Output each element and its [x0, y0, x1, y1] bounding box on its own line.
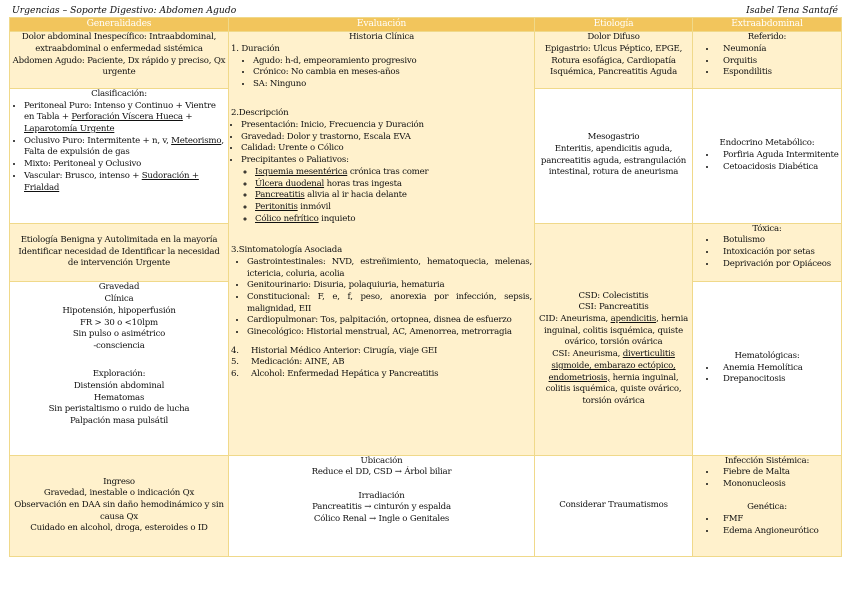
gen-clasif-title: Clasificación: — [91, 88, 147, 99]
extra-referido-cell — [693, 32, 842, 89]
gen-agudo: Abdomen Agudo: Paciente, Dx rápido y preciso, Qx urgente — [12, 55, 226, 78]
eval-descripcion-item: • Precipitantes o Paliativos: — [241, 155, 532, 167]
eval-sinto-item: • Ginecológico: Historial menstrual, AC, Amenorrea, metrorragia — [247, 327, 532, 339]
gen-clasif-item: • Peritoneal Puro: Intenso y Continuo + Vientre en Tabla + Perforación Víscera Hueca + Laparotomía Urgente — [24, 101, 226, 136]
eval-duracion-item: • Crónico: No cambia en meses-años — [253, 67, 532, 79]
eval-numbered-item: 4. Historial Médico Anterior: Cirugía, viaje GEI — [231, 345, 438, 356]
gen-ingreso-item: Gravedad, inestable o indicación Qx — [43, 488, 195, 499]
col-header-extraabdominal: Extraabdominal — [693, 18, 842, 32]
extra-toxica-item: • Intoxicación por setas — [717, 247, 839, 259]
gen-exploracion-item: Distensión abdominal — [73, 381, 165, 392]
eval-sinto-item: • Cardiopulmonar: Tos, palpitación, ortopnea, disnea de esfuerzo — [247, 315, 532, 327]
eval-sinto-item: • Genitourinario: Disuria, polaquiuria, hematuria — [247, 280, 532, 292]
extra-hemato-item: • Drepanocitosis — [717, 374, 839, 386]
eval-descripcion-item: • Presentación: Inicio, Frecuencia y Duración — [241, 120, 532, 132]
eval-sinto-title: 3.Sintomatología Asociada — [231, 245, 343, 256]
gen-exploracion-item: Palpación masa pulsátil — [69, 416, 169, 427]
eval-descripcion-title: 2.Descripción — [231, 108, 289, 119]
eval-sinto-item: • Gastrointestinales: NVD, estreñimiento, hematoquecia, melenas, ictericia, coluria, acolia — [247, 257, 532, 280]
gen-intro: Dolor abdominal Inespecífico: Intraabdominal, extraabdominal o enfermedad sistémica — [21, 32, 217, 54]
eval-duracion-title: 1. Duración — [231, 43, 280, 54]
eval-duracion-item: • Agudo: h-d, empeoramiento progresivo — [253, 56, 532, 68]
etio-trauma-cell — [535, 455, 693, 556]
extra-hemato-cell — [693, 282, 842, 455]
col-header-etiologia: Etiología — [535, 18, 693, 32]
extra-hemato-title: Hematológicas: — [734, 350, 800, 361]
gen-clinica-title: Clínica — [104, 294, 134, 305]
eval-numbered-item: 5. Medicación: AINE, AB — [231, 357, 345, 368]
etio-trauma: Considerar Traumatismos — [559, 499, 668, 510]
extra-genetica-title: Genética: — [747, 502, 787, 513]
header-author: Isabel Tena Santafé — [746, 5, 838, 16]
gen-clinica-item: -consciencia — [93, 340, 145, 351]
extra-genetica-item: • FMF — [717, 514, 839, 526]
col-header-evaluacion: Evaluación — [229, 18, 535, 32]
extra-referido-item: • Espondilitis — [717, 67, 839, 79]
extra-endocrino-item: • Cetoacidosis Diabética — [717, 162, 839, 174]
eval-sinto-item: • Constitucional: F, e, f, peso, anorexia por infección, sepsis, malignidad, EII — [247, 292, 532, 315]
extra-endocrino-cell — [693, 88, 842, 223]
extra-genetica-item: • Edema Angioneurótico — [717, 526, 839, 538]
extra-referido-item: • Orquitis — [717, 56, 839, 68]
gen-benigna-cell — [10, 223, 229, 282]
gen-clasif-cell — [10, 88, 229, 223]
etio-meso-text: Enteritis, apendicitis aguda, pancreatitis aguda, estrangulación intestinal, rotura de aneurisma — [540, 144, 687, 178]
col-header-generalidades: Generalidades — [10, 18, 229, 32]
eval-numbered-item: 6. Alcohol: Enfermedad Hepática y Pancreatitis — [231, 369, 439, 380]
gen-ingreso-cell — [10, 455, 229, 556]
etio-cii: CSI: Aneurisma, diverticulitis sigmoide, embarazo ectópico, endometriosis, hernia inguinal, colitis isquémica, quiste ovárico, torsión ovárica — [545, 349, 682, 406]
etio-difuso-title: Dolor Difuso — [587, 32, 640, 43]
summary-table — [9, 17, 842, 557]
extra-endocrino-item: • Porfiria Aguda Intermitente — [717, 150, 839, 162]
gen-gravedad-title: Gravedad — [98, 282, 140, 293]
gen-clasif-item: • Vascular: Brusco, intenso + Sudoración + Frialdad — [24, 171, 226, 194]
extra-infeccion-item: • Mononucleosis — [717, 479, 839, 491]
gen-exploracion-title: Exploración: — [92, 369, 146, 380]
gen-clinica-item: FR > 30 o <10lpm — [79, 317, 158, 328]
eval-ubicacion-cell — [229, 455, 535, 556]
gen-intro-cell — [10, 32, 229, 89]
extra-referido-title: Referido: — [747, 32, 787, 43]
eval-precipitante-item: ◦ Isquemia mesentérica crónica tras comer — [255, 167, 532, 179]
eval-ubicacion-text: Reduce el DD, CSD → Árbol biliar — [311, 467, 452, 478]
header-title: Urgencias – Soporte Digestivo: Abdomen Agudo — [12, 5, 237, 16]
extra-infeccion-item: • Fiebre de Malta — [717, 467, 839, 479]
eval-irradiacion-item: Cólico Renal → Ingle o Genitales — [313, 514, 450, 525]
extra-endocrino-title: Endocrino Metabólico: — [719, 138, 815, 149]
extra-hemato-item: • Anemia Hemolítica — [717, 363, 839, 375]
gen-benigna: Etiología Benigna y Autolimitada en la mayoría — [20, 234, 218, 245]
extra-toxica-title: Tóxica: — [752, 223, 782, 234]
eval-ubicacion-title: Ubicación — [360, 455, 403, 466]
eval-precipitante-item: ◦ Úlcera duodenal horas tras ingesta — [255, 179, 532, 191]
eval-precipitante-item: ◦ Cólico nefrítico inquieto — [255, 214, 532, 226]
etio-difuso-cell — [535, 32, 693, 89]
extra-infeccion-title: Infección Sistémica: — [724, 455, 810, 466]
gen-ingreso-item: Observación en DAA sin daño hemodinámico y sin causa Qx — [14, 499, 224, 522]
gen-clasif-item: • Oclusivo Puro: Intermitente + n, v, Meteorismo, Falta de expulsión de gas — [24, 136, 226, 159]
gen-exploracion-item: Hematomas — [93, 392, 145, 403]
etio-csi: CSI: Pancreatitis — [578, 302, 649, 313]
eval-descripcion-item: • Calidad: Urente o Cólico — [241, 143, 532, 155]
eval-historia-title: Historia Clínica — [348, 32, 415, 43]
page-header — [12, 5, 838, 17]
eval-irradiacion-title: Irradiación — [358, 490, 405, 501]
etio-cuadrantes-cell — [535, 223, 693, 455]
etio-cid: CID: Aneurisma, apendicitis, hernia inguinal, colitis isquémica, quiste ovárico, torsión ovárica — [538, 314, 689, 348]
eval-descripcion-item: • Gravedad: Dolor y trastorno, Escala EVA — [241, 132, 532, 144]
extra-toxica-item: • Botulismo — [717, 235, 839, 247]
extra-toxica-item: • Deprivación por Opiáceos — [717, 259, 839, 271]
eval-duracion-item: • SA: Ninguno — [253, 79, 532, 91]
gen-clinica-item: Sin pulso o asimétrico — [72, 329, 166, 340]
gen-ingreso-title: Ingreso — [103, 476, 135, 487]
extra-infeccion-cell — [693, 455, 842, 556]
extra-referido-item: • Neumonía — [717, 44, 839, 56]
gen-identificar: Identificar necesidad de Identificar la necesidad de intervención Urgente — [18, 246, 220, 269]
gen-clinica-item: Hipotensión, hipoperfusión — [62, 305, 176, 316]
etio-meso-cell — [535, 88, 693, 223]
gen-gravedad-cell — [10, 282, 229, 455]
gen-clasif-item: • Mixto: Peritoneal y Oclusivo — [24, 159, 226, 171]
eval-irradiacion-item: Pancreatitis → cinturón y espalda — [312, 502, 451, 513]
etio-meso-title: Mesogastrio — [587, 132, 640, 143]
etio-difuso-text: Epigastrio: Ulcus Péptico, EPGE, Rotura esofágica, Cardiopatía Isquémica, Pancreatitis Aguda — [544, 43, 683, 78]
gen-exploracion-item: Sin peristaltismo o ruido de lucha — [48, 404, 190, 415]
gen-ingreso-item: Cuidado en alcohol, droga, esteroides o ID — [30, 523, 208, 534]
eval-historia-cell — [229, 32, 535, 455]
extra-toxica-cell — [693, 223, 842, 282]
eval-precipitante-item: ◦ Peritonitis inmóvil — [255, 202, 532, 214]
etio-csd: CSD: Colecistitis — [578, 290, 649, 301]
eval-precipitante-item: ◦ Pancreatitis alivia al ir hacia delante — [255, 190, 532, 202]
